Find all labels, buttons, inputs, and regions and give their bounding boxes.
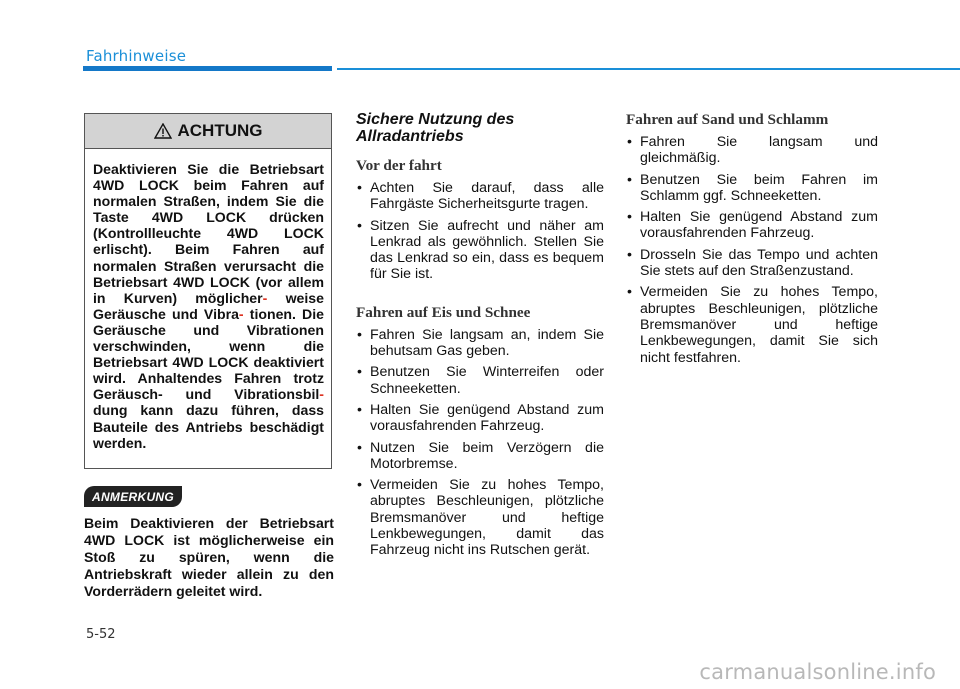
- column-right: [626, 111, 878, 371]
- list-item: • Halten Sie genügend Abstand zum vorausfahrenden Fahrzeug.: [356, 402, 604, 435]
- list-item: • Benutzen Sie beim Fahren im Schlamm ggf. Schneeketten.: [626, 172, 878, 205]
- caution-text: Deaktivieren Sie die Betriebsart 4WD LOCK beim Fahren auf normalen Straßen, indem Sie die Taste 4WD LOCK drücken (Kontrollleuchte 4WD LOCK erlischt). Beim Fahren auf normalen Straßen verursacht die Betriebsart 4WD LOCK (vor allem in Kurven) möglicher- weise Geräusche und Vibra- tionen. Die Geräusche und Vibrationen verschwinden, wenn die Betriebsart 4WD LOCK deaktiviert wird. Anhaltendes Fahren trotz Geräusch- und Vibrationsbil- dung kann dazu führen, dass Bauteile des Antriebs beschädigt werden.: [93, 161, 324, 451]
- list-item: • Vermeiden Sie zu hohes Tempo, abruptes Beschleunigen, plötzliche Bremsmanöver und heftige Lenkbewegungen, damit Sie sich nicht festfahren.: [626, 284, 878, 365]
- subheading-ice-snow: Fahren auf Eis und Schnee: [356, 303, 531, 321]
- subheading-sand-mud: Fahren auf Sand und Schlamm: [626, 111, 829, 128]
- column-middle: [356, 111, 604, 564]
- section-title: Fahrhinweise: [86, 47, 187, 65]
- heading-safe-awd: Sichere Nutzung des Allradantriebs: [356, 111, 515, 145]
- note-text: Beim Deaktivieren der Betriebsart 4WD LOCK ist möglicherweise ein Stoß zu spüren, wenn die Antriebskraft wieder allein zu den Vorderrädern geleitet wird.: [84, 515, 334, 599]
- subheading-before-driving: Vor der fahrt: [356, 157, 442, 174]
- watermark: carmanualsonline.info: [699, 660, 936, 684]
- list-ice-snow: [356, 327, 604, 559]
- list-item: • Halten Sie genügend Abstand zum vorausfahrenden Fahrzeug.: [626, 209, 878, 242]
- list-sand-mud: [626, 134, 878, 366]
- list-item: • Sitzen Sie aufrecht und näher am Lenkrad als gewöhnlich. Stellen Sie das Lenkrad so ein, dass es bequem für Sie ist.: [356, 218, 604, 283]
- list-item: • Fahren Sie langsam und gleichmäßig.: [626, 134, 878, 167]
- list-item: • Fahren Sie langsam an, indem Sie behutsam Gas geben.: [356, 327, 604, 360]
- list-item: • Drosseln Sie das Tempo und achten Sie stets auf den Straßenzustand.: [626, 247, 878, 280]
- header-rule-thick: [83, 66, 332, 71]
- caution-header: [85, 114, 331, 149]
- header-rule-thin: [337, 68, 960, 70]
- caution-title: ACHTUNG: [177, 121, 263, 140]
- note-label: ANMERKUNG: [84, 486, 182, 507]
- caution-box: [84, 113, 332, 469]
- list-before-driving: [356, 180, 604, 283]
- list-item: • Achten Sie darauf, dass alle Fahrgäste Sicherheitsgurte tragen.: [356, 180, 604, 213]
- list-item: • Nutzen Sie beim Verzögern die Motorbremse.: [356, 440, 604, 473]
- page-number: 5-52: [86, 627, 116, 642]
- warning-triangle-icon: [154, 123, 172, 139]
- list-item: • Vermeiden Sie zu hohes Tempo, abruptes Beschleunigen, plötzliche Bremsmanöver und heftige Lenkbewegungen, damit das Fahrzeug nicht ins Rutschen gerät.: [356, 477, 604, 558]
- list-item: • Benutzen Sie Winterreifen oder Schneeketten.: [356, 364, 604, 397]
